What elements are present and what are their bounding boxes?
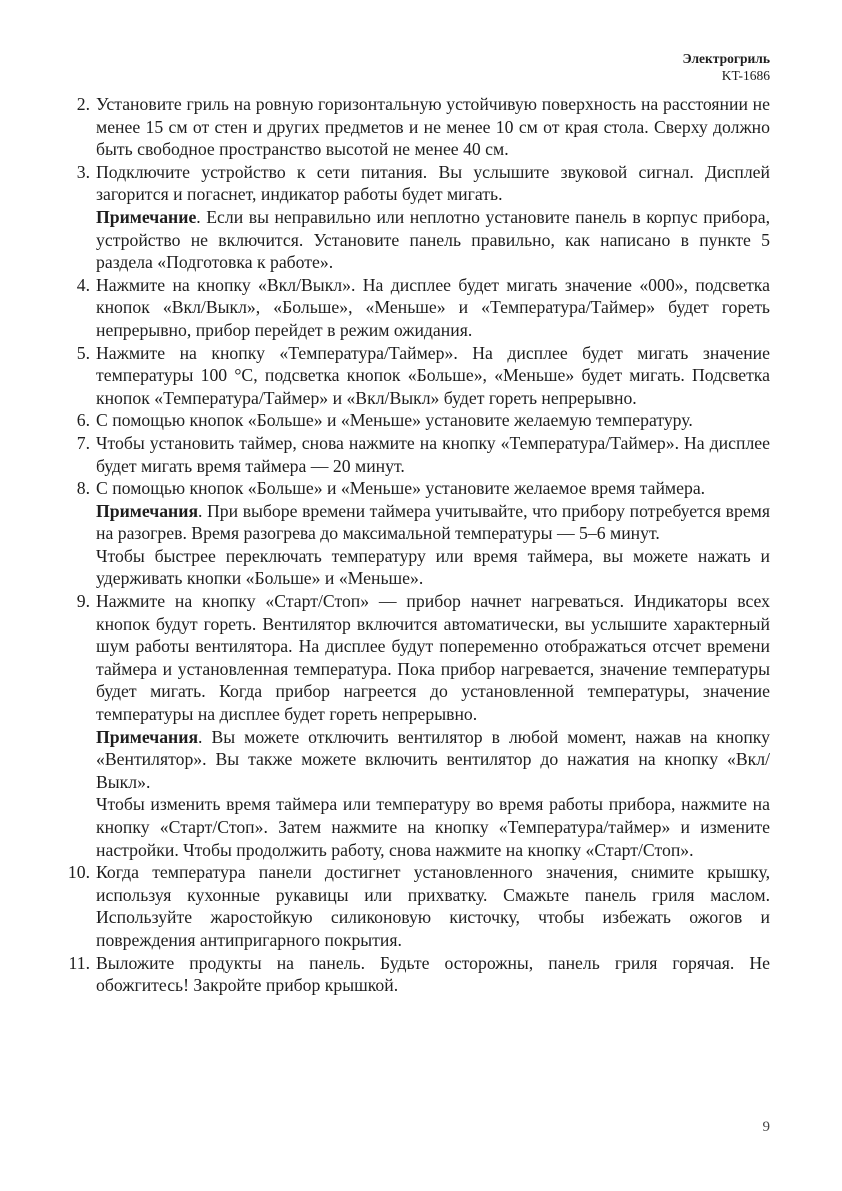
note-text: . Вы можете отключить вентилятор в любой момент, нажав на кнопку «Вентилятор». Вы также можете включить вентилятор до нажатия на кнопку «Вкл/Выкл».: [96, 726, 770, 792]
item-number: 8.: [76, 478, 90, 499]
note-label: Примечания: [96, 500, 199, 521]
list-item: [62, 93, 770, 161]
item-text: Установите гриль на ровную горизонтальную устойчивую поверхность на расстоянии не менее 15 см от стен и других предметов и не менее 10 см от края стола. Сверху должно быть свободное пространство высотой не менее 40 см.: [96, 94, 770, 160]
page-header: [682, 50, 770, 84]
item-text: С помощью кнопок «Больше» и «Меньше» установите желаемую температуру.: [96, 410, 693, 431]
list-item: [62, 861, 770, 951]
item-text: Нажмите на кнопку «Старт/Стоп» — прибор начнет нагреваться. Индикаторы всех кнопок будут гореть. Вентилятор включится автоматически, вы услышите характерный шум работы вентилятора. На дисплее будут попеременно отображаться отсчет времени таймера и установленная температура. Пока прибор нагревается, значение температуры будет мигать. Когда прибор нагреется до установленной температуры, значение температуры на дисплее будет гореть непрерывно.: [96, 591, 770, 725]
page-number: 9: [762, 1119, 770, 1135]
item-number: 5.: [76, 342, 90, 363]
list-item: [62, 161, 770, 274]
note-label: Примечания: [96, 726, 199, 747]
item-number: 2.: [76, 94, 90, 114]
note-text: . Если вы неправильно или неплотно установите панель в корпус прибора, устройство не включится. Установите панель правильно, как написано в пункте 5 раздела «Подготовка к работе».: [96, 206, 770, 273]
item-number: 10.: [67, 862, 90, 883]
list-item: [62, 274, 770, 342]
list-item: [62, 409, 770, 432]
item-note: [96, 726, 770, 794]
list-item: [62, 432, 770, 477]
list-item: [62, 342, 770, 410]
model-number: KT-1686: [721, 68, 770, 83]
item-text: Когда температура панели достигнет установленного значения, снимите крышку, используя кухонные рукавицы или прихватку. Смажьте панель гриля маслом. Используйте жаростойкую силиконовую кисточку, чтобы избежать ожогов и повреждения антипригарного покрытия.: [96, 862, 770, 950]
item-text: Чтобы установить таймер, снова нажмите на кнопку «Температура/Таймер». На дисплее будет мигать время таймера — 20 минут.: [96, 432, 770, 476]
item-extra: Чтобы изменить время таймера или температуру во время работы прибора, нажмите на кнопку «Старт/Стоп». Затем нажмите на кнопку «Температура/таймер» и измените настройки. Чтобы продолжить работу, снова нажмите на кнопку «Старт/Стоп».: [96, 794, 770, 860]
item-text: Нажмите на кнопку «Вкл/Выкл». На дисплее будет мигать значение «000», подсветка кнопок «Вкл/Выкл», «Больше», «Меньше» и «Температура/Таймер» будет гореть непрерывно, прибор перейдет в режим ожидания.: [96, 274, 770, 340]
item-number: 4.: [76, 274, 90, 295]
item-note: [96, 500, 770, 545]
instructions-list: [62, 93, 770, 997]
item-text: Подключите устройство к сети питания. Вы услышите звуковой сигнал. Дисплей загорится и погаснет, индикатор работы будет мигать.: [96, 161, 770, 205]
item-note: [96, 206, 770, 274]
list-item: [62, 590, 770, 861]
item-number: 3.: [76, 161, 90, 182]
item-text: С помощью кнопок «Больше» и «Меньше» установите желаемое время таймера.: [96, 478, 706, 499]
item-number: 9.: [76, 591, 90, 612]
item-number: 11.: [68, 952, 90, 973]
item-text: Выложите продукты на панель. Будьте осторожны, панель гриля горячая. Не обожгитесь! Закройте прибор крышкой.: [96, 952, 770, 996]
item-number: 6.: [76, 410, 90, 431]
note-label: Примечание: [96, 206, 197, 227]
note-text: . При выборе времени таймера учитывайте, что прибору потребуется время на разогрев. Время разогрева до максимальной температуры — 5–6 минут.: [96, 500, 770, 544]
product-name: Электрогриль: [682, 51, 770, 66]
list-item: [62, 952, 770, 997]
list-item: [62, 477, 770, 590]
item-text: Нажмите на кнопку «Температура/Таймер». На дисплее будет мигать значение температуры 100 °C, подсветка кнопок «Больше», «Меньше» будет мигать. Подсветка кнопок «Температура/Таймер» и «Вкл/Выкл» будет гореть непрерывно.: [96, 342, 770, 408]
item-extra: Чтобы быстрее переключать температуру или время таймера, вы можете нажать и удерживать кнопки «Больше» и «Меньше».: [96, 545, 770, 589]
item-number: 7.: [76, 432, 90, 453]
